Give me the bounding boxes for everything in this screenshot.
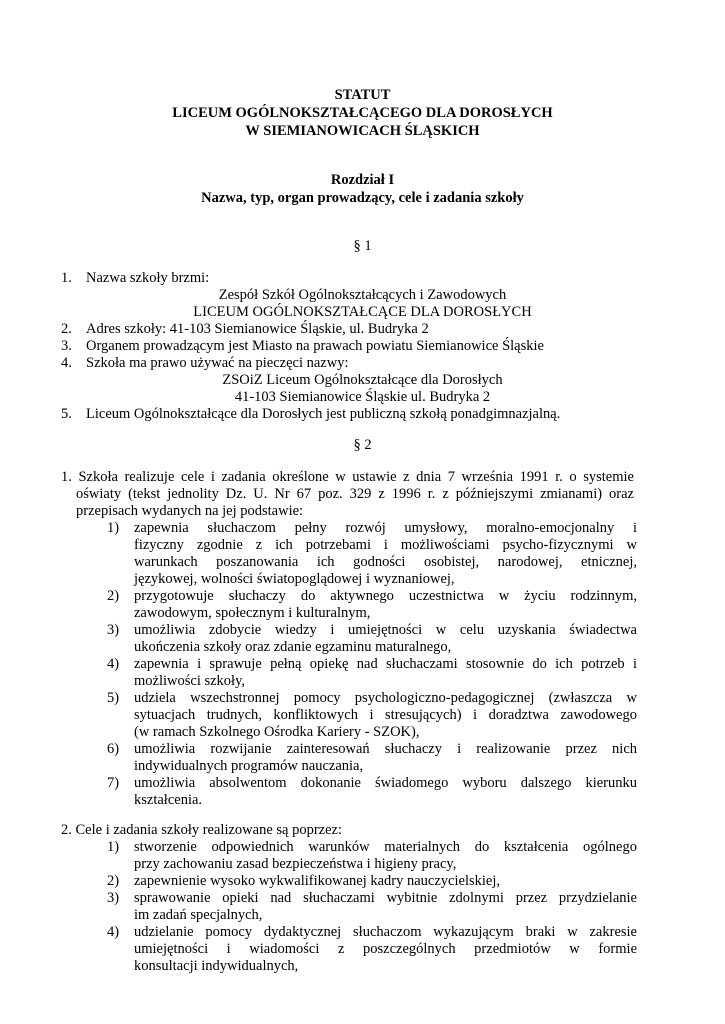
- s2-b2-number: 2): [107, 873, 120, 889]
- s2-a7-line2: kształcenia.: [134, 792, 203, 808]
- s1-item-2-number: 2.: [61, 321, 72, 337]
- s2-a5-line3: (w ramach Szkolnego Ośrodka Kariery - SZOK),: [134, 724, 420, 740]
- s2-a7-line1: umożliwia absolwentom dokonanie świadomego wyboru dalszego kierunku: [134, 775, 637, 791]
- s1-item-3-text: Organem prowadzącym jest Miasto na prawach powiatu Siemianowice Śląskie: [86, 338, 544, 354]
- s2-a1-line4: językowej, wolności światopoglądowej i wyznaniowej,: [134, 571, 455, 587]
- school-name-line2: LICEUM OGÓLNOKSZTAŁCĄCE DLA DOROSŁYCH: [193, 304, 532, 320]
- s2-a1-number: 1): [107, 520, 120, 536]
- s2-a7-number: 7): [107, 775, 120, 791]
- s1-item-4-number: 4.: [61, 355, 72, 371]
- s2-para-1-line1: 1. Szkoła realizuje cele i zadania określone w ustawie z dnia 7 września 1991 r. o systemie: [61, 469, 634, 485]
- doc-subtitle-line1: LICEUM OGÓLNOKSZTAŁCĄCEGO DLA DOROSŁYCH: [172, 105, 553, 121]
- s2-a6-line1: umożliwia rozwijanie zainteresowań słuchaczy i realizowanie przez nich: [134, 741, 637, 757]
- s2-a1-line2: fizyczny zgodnie z ich potrzebami i możliwościami psycho-fizycznymi w: [134, 537, 637, 553]
- s2-b4-line1: udzielanie pomocy dydaktycznej słuchaczom wykazującym braki w zakresie: [134, 924, 637, 940]
- s2-b4-line2: umiejętności i wiadomości z poszczególnych przedmiotów w formie: [134, 941, 637, 957]
- s1-item-1-number: 1.: [61, 270, 72, 286]
- s2-a5-line1: udziela wszechstronnej pomocy psychologiczno-pedagogicznej (zwłaszcza w: [134, 690, 637, 706]
- s2-a4-line2: możliwości szkoły,: [134, 673, 246, 689]
- s2-b1-number: 1): [107, 839, 120, 855]
- s2-a4-line1: zapewnia i sprawuje pełną opiekę nad słuchaczami stosownie do ich potrzeb i: [134, 656, 637, 672]
- s1-item-3-number: 3.: [61, 338, 72, 354]
- s2-a3-number: 3): [107, 622, 120, 638]
- s2-a2-line2: zawodowym, społecznym i kulturalnym,: [134, 605, 371, 621]
- s2-para-2-line1: 2. Cele i zadania szkoły realizowane są poprzez:: [61, 822, 343, 838]
- s2-a5-line2: sytuacjach trudnych, konfliktowych i stresujących) i doradztwa zawodowego: [134, 707, 637, 723]
- s1-item-5-text: Liceum Ogólnokształcące dla Dorosłych jest publiczną szkołą ponadgimnazjalną.: [86, 406, 561, 422]
- section-mark-2: § 2: [353, 437, 372, 453]
- s2-b3-number: 3): [107, 890, 120, 906]
- s2-a2-number: 2): [107, 588, 120, 604]
- s2-a3-line2: ukończenia szkoły oraz zdanie egzaminu maturalnego,: [134, 639, 452, 655]
- s2-b1-line2: przy zachowaniu zasad bezpieczeństwa i higieny pracy,: [134, 856, 457, 872]
- s1-item-4-text: Szkoła ma prawo używać na pieczęci nazwy:: [86, 355, 349, 371]
- s2-para-1-line2: oświaty (tekst jednolity Dz. U. Nr 67 poz. 329 z 1996 r. z późniejszymi zmianami) oraz: [76, 486, 634, 502]
- s2-a5-number: 5): [107, 690, 120, 706]
- s2-b4-number: 4): [107, 924, 120, 940]
- s2-b1-line1: stworzenie odpowiednich warunków materialnych do kształcenia ogólnego: [134, 839, 637, 855]
- s2-b2-line1: zapewnienie wysoko wykwalifikowanej kadry nauczycielskiej,: [134, 873, 500, 889]
- s2-b4-line3: konsultacji indywidualnych,: [134, 958, 299, 974]
- s1-item-5-number: 5.: [61, 406, 72, 422]
- s2-b3-line2: im zadań specjalnych,: [134, 907, 263, 923]
- s2-a2-line1: przygotowuje słuchaczy do aktywnego uczestnictwa w życiu rodzinnym,: [134, 588, 637, 604]
- section-mark-1: § 1: [353, 238, 372, 254]
- stamp-line2: 41-103 Siemianowice Śląskie ul. Budryka 2: [234, 389, 491, 405]
- chapter-heading: Rozdział I: [330, 172, 395, 188]
- s1-item-2-text: Adres szkoły: 41-103 Siemianowice Śląskie, ul. Budryka 2: [86, 321, 429, 337]
- stamp-line1: ZSOiZ Liceum Ogólnokształcące dla Dorosłych: [222, 372, 503, 388]
- s2-a1-line1: zapewnia słuchaczom pełny rozwój umysłowy, moralno-emocjonalny i: [134, 520, 637, 536]
- s2-para-1-line3: przepisach wydanych na jej podstawie:: [76, 503, 304, 519]
- s2-a3-line1: umożliwia zdobycie wiedzy i umiejętności w celu uzyskania świadectwa: [134, 622, 637, 638]
- s2-a6-line2: indywidualnych programów nauczania,: [134, 758, 364, 774]
- s2-a4-number: 4): [107, 656, 120, 672]
- s2-a1-line3: warunkach poszanowania ich godności osobistej, narodowej, etnicznej,: [134, 554, 637, 570]
- chapter-title: Nazwa, typ, organ prowadzący, cele i zadania szkoły: [201, 190, 524, 206]
- s2-b3-line1: sprawowanie opieki nad słuchaczami wybitnie zdolnymi przez przydzielanie: [134, 890, 637, 906]
- s1-item-1-text: Nazwa szkoły brzmi:: [86, 270, 210, 286]
- s2-a6-number: 6): [107, 741, 120, 757]
- doc-title: STATUT: [334, 87, 391, 103]
- school-name-line1: Zespół Szkół Ogólnokształcących i Zawodowych: [218, 287, 507, 303]
- doc-subtitle-line2: W SIEMIANOWICACH ŚLĄSKICH: [245, 123, 480, 139]
